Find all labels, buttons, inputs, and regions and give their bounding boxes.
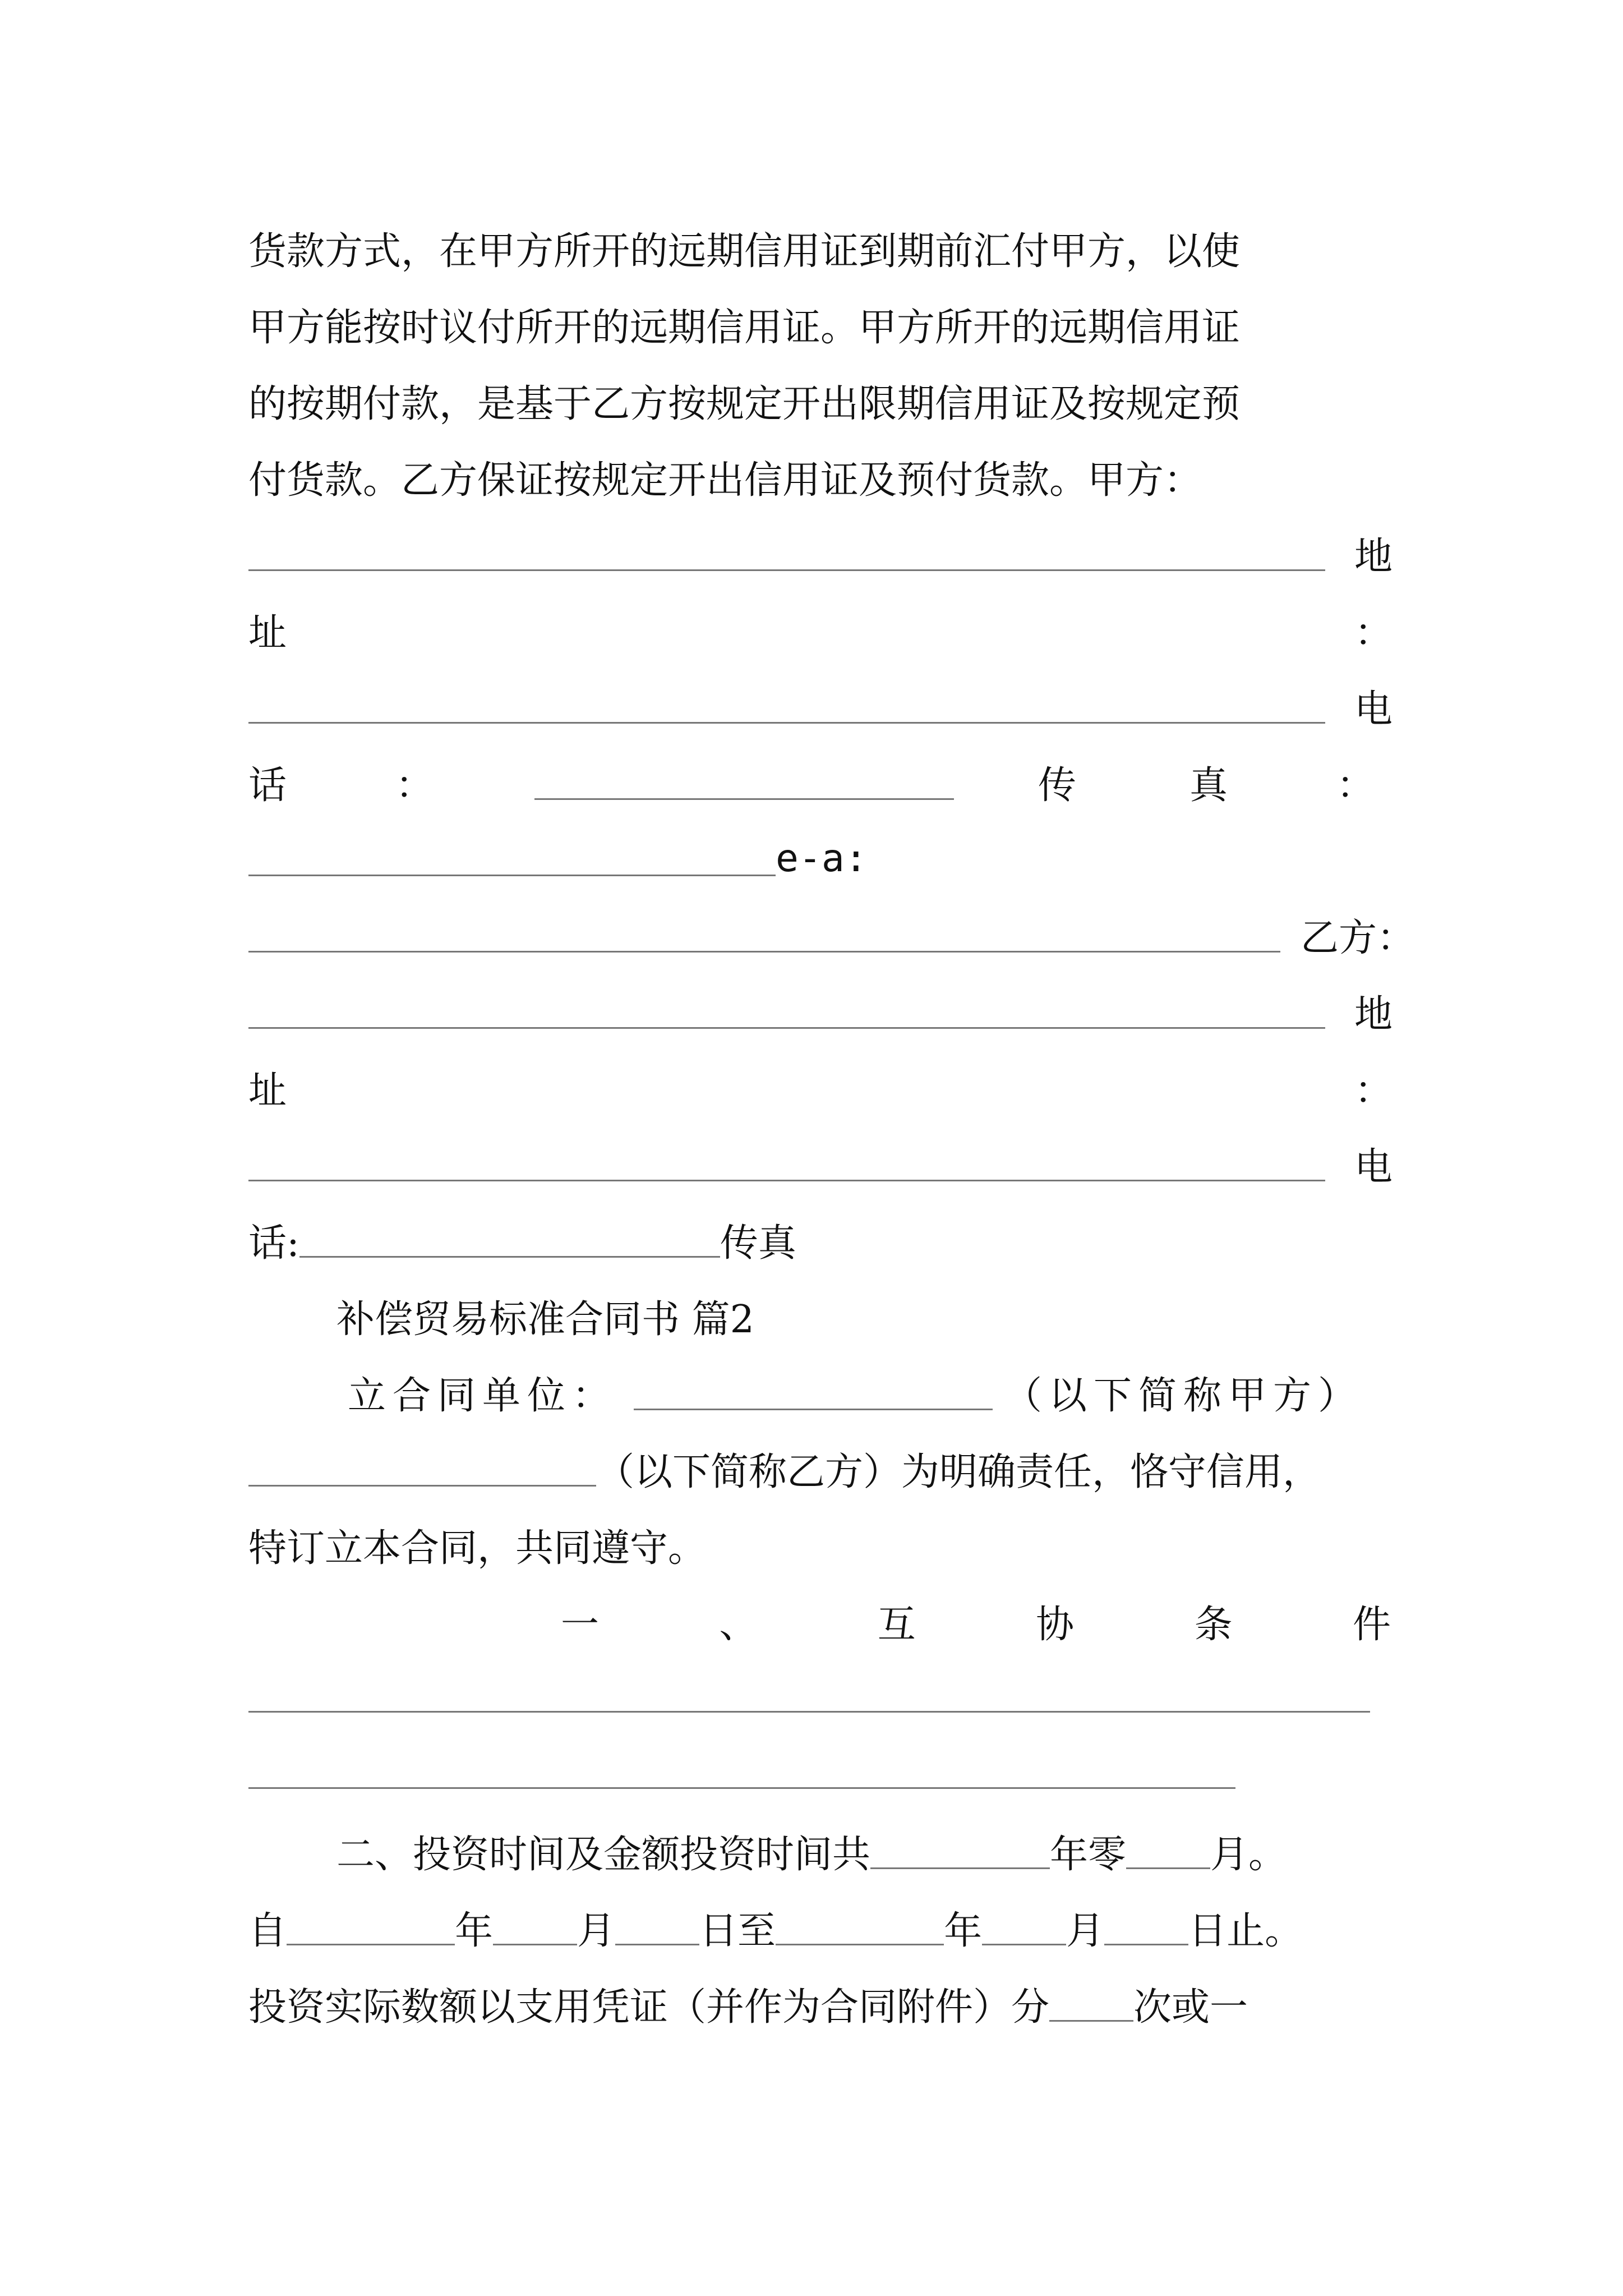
clause-2-text: 月	[1066, 1908, 1105, 1953]
contract-units-line	[348, 1353, 1413, 1432]
clause-2-line-3	[248, 1964, 1393, 2043]
party-a-address-line	[248, 590, 1393, 669]
fax-label-char: 真	[1189, 763, 1228, 808]
fax-label: 传真	[720, 1221, 796, 1266]
clause-char: 件	[1352, 1602, 1391, 1647]
clause-2-text: 二、投资时间及金额投资时间共	[336, 1832, 871, 1877]
clause-2-text: 月	[577, 1908, 616, 1953]
clause-1-blank-line	[248, 1711, 1370, 1713]
phone-colon: ：	[395, 763, 434, 808]
party-a-email-blank	[248, 917, 1280, 953]
address-label-char: 地	[1354, 992, 1393, 1037]
installments-blank	[1049, 1986, 1133, 2022]
clause-2-line-2	[248, 1888, 1393, 1967]
party-b-name-blank	[248, 993, 1325, 1029]
years-blank	[870, 1834, 1050, 1869]
phone-label-char: 电	[1354, 1144, 1393, 1189]
clause-char: 、	[719, 1602, 758, 1647]
party-a-note: （以下简称甲方）	[1004, 1373, 1363, 1418]
party-a-phone-blank	[534, 765, 954, 800]
clause-2-text: 日至	[699, 1908, 776, 1953]
clause-2-text: 月。	[1210, 1832, 1287, 1877]
fax-label-char: 传	[1038, 763, 1077, 808]
start-month-blank	[493, 1910, 577, 1945]
party-b-name-line	[248, 972, 1393, 1050]
party-a-name-blank	[248, 536, 1325, 571]
phone-label: 话:	[248, 1221, 299, 1266]
contract-units-label: 立合同单位：	[348, 1373, 617, 1418]
party-b-phone-line	[248, 1200, 1393, 1279]
paragraph-line: 付货款。乙方保证按规定开出信用证及预付货款。甲方：	[248, 458, 1202, 503]
email-label: e-a:	[776, 836, 868, 881]
clause-1-heading	[561, 1582, 1391, 1660]
address-label-char: 地	[1354, 534, 1393, 579]
clause-1-blank-line	[248, 1787, 1235, 1789]
end-month-blank	[982, 1910, 1066, 1945]
phone-label-char: 电	[1354, 687, 1393, 731]
address-colon: ：	[1354, 610, 1393, 655]
clause-2-text: 投资实际数额以支用凭证（并作为合同附件）分	[248, 1985, 1050, 2030]
paragraph-line: 货款方式，在甲方所开的远期信用证到期前汇付甲方，以使	[248, 229, 1241, 274]
address-colon: ：	[1354, 1068, 1393, 1113]
party-b-address-blank	[248, 1146, 1325, 1181]
clause-char: 互	[877, 1602, 916, 1647]
clause-2-line-1	[336, 1812, 1402, 1890]
paragraph-line: 的按期付款，是基于乙方按规定开出限期信用证及按规定预	[248, 381, 1241, 426]
clause-2-text: 年零	[1050, 1832, 1127, 1877]
party-b-unit-blank	[248, 1451, 596, 1487]
phone-label-char: 话	[248, 763, 287, 808]
section-heading: 补偿贸易标准合同书 篇2	[336, 1297, 754, 1342]
party-a-phone-line	[248, 743, 1393, 821]
months-blank	[1126, 1834, 1210, 1869]
party-a-name-line	[248, 514, 1393, 592]
start-year-blank	[287, 1910, 455, 1945]
party-a-address-blank-line	[248, 666, 1393, 745]
party-b-note: （以下简称乙方）为明确责任，恪守信用，	[596, 1450, 1321, 1494]
party-a-address-blank	[248, 688, 1325, 724]
clause-2-text: 年	[455, 1908, 494, 1953]
clause-char: 协	[1036, 1602, 1075, 1647]
start-day-blank	[615, 1910, 699, 1945]
party-b-label: 乙方：	[1300, 915, 1415, 960]
party-b-address-line	[248, 1048, 1393, 1126]
clause-2-text: 年	[944, 1908, 983, 1953]
address-label-char: 址	[248, 610, 287, 655]
paragraph-line: 特订立本合同，共同遵守。	[248, 1526, 707, 1571]
party-a-unit-blank	[634, 1375, 993, 1410]
clause-2-text: 自	[248, 1908, 287, 1953]
party-b-line	[248, 895, 1415, 974]
clause-2-text: 日止。	[1188, 1908, 1303, 1953]
paragraph-line: 甲方能按时议付所开的远期信用证。甲方所开的远期信用证	[248, 305, 1241, 350]
clause-char: 条	[1194, 1602, 1233, 1647]
party-a-email-line	[248, 819, 1393, 898]
party-a-fax-blank	[248, 841, 776, 876]
clause-2-text: 次或一	[1133, 1985, 1248, 2030]
end-year-blank	[776, 1910, 944, 1945]
end-day-blank	[1104, 1910, 1188, 1945]
clause-char: 一	[561, 1602, 600, 1647]
address-label-char: 址	[248, 1068, 287, 1113]
fax-colon: ：	[1336, 763, 1375, 808]
party-b-phone-blank	[299, 1222, 720, 1258]
party-b-unit-line	[248, 1429, 1393, 1508]
party-b-address-blank-line	[248, 1124, 1393, 1203]
